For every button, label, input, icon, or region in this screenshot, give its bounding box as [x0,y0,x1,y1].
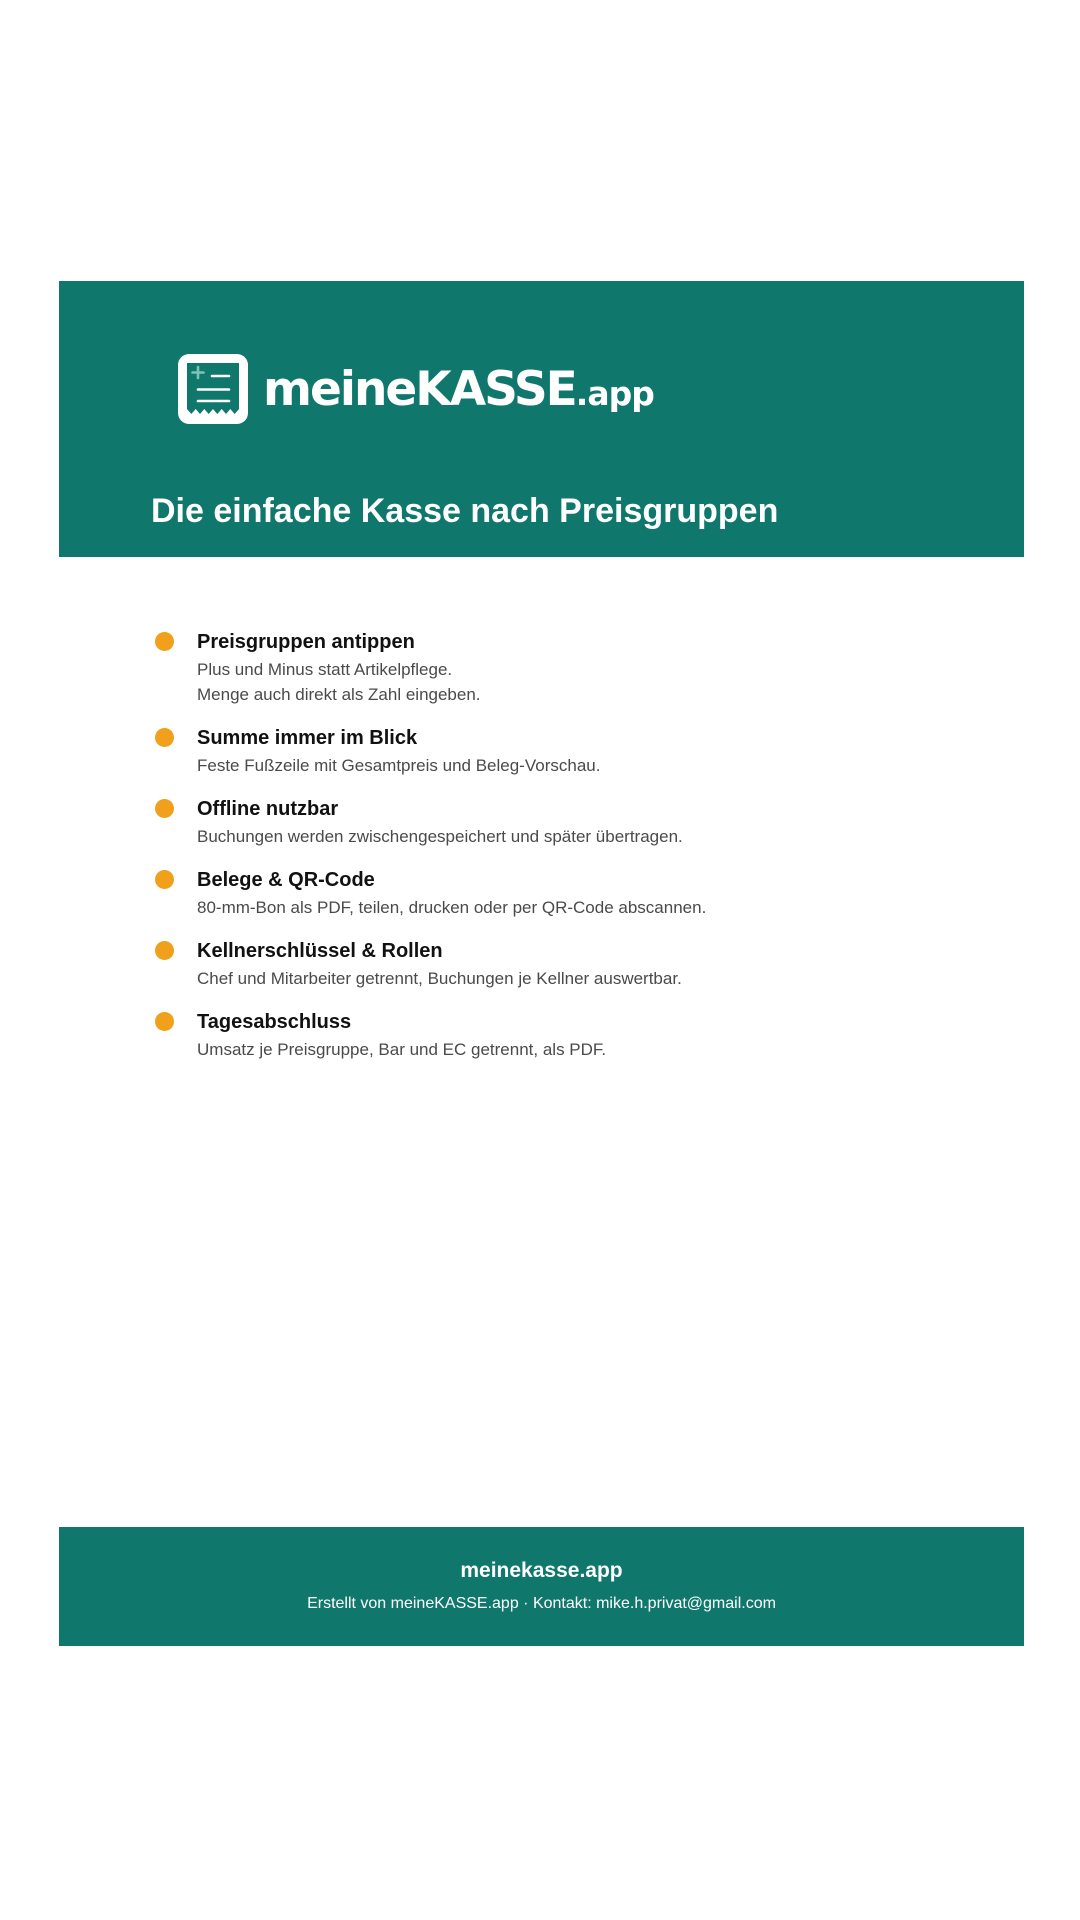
logo-main-text: meineKASSE [263,361,576,417]
bullet-dot-icon [155,799,174,818]
feature-item [154,631,974,707]
feature-item [154,869,974,920]
footer-title: meinekasse.app [460,1559,623,1582]
bullet-dot-icon [155,632,174,651]
feature-item [154,727,974,778]
feature-item [154,798,974,849]
feature-item [154,940,974,991]
feature-title: Offline nutzbar [197,798,339,820]
feature-description: Feste Fußzeile mit Gesamtpreis und Beleg-Vorschau. [197,756,601,775]
footer-banner [59,1527,1024,1646]
feature-description: 80-mm-Bon als PDF, teilen, drucken oder per QR-Code abscannen. [197,898,707,917]
logo-suffix-text: .app [575,373,654,413]
bullet-dot-icon [155,1012,174,1031]
footer-contact: Erstellt von meineKASSE.app · Kontakt: mike.h.privat@gmail.com [307,1595,776,1612]
feature-item [154,1011,974,1062]
feature-title: Belege & QR-Code [197,869,375,891]
logo-wordmark [263,361,654,417]
tagline: Die einfache Kasse nach Preisgruppen [151,492,779,530]
feature-description: Chef und Mitarbeiter getrennt, Buchungen je Kellner auswertbar. [197,969,682,988]
logo [178,354,654,424]
header-banner [59,281,1024,557]
feature-list [154,631,974,1082]
feature-description: Menge auch direkt als Zahl eingeben. [197,685,481,704]
feature-title: Kellnerschlüssel & Rollen [197,940,443,962]
bullet-dot-icon [155,870,174,889]
feature-description: Buchungen werden zwischengespeichert und später übertragen. [197,827,683,846]
feature-description: Plus und Minus statt Artikelpflege. [197,660,453,679]
feature-title: Summe immer im Blick [197,727,418,749]
feature-title: Preisgruppen antippen [197,631,415,653]
bullet-dot-icon [155,728,174,747]
receipt-icon [178,354,248,424]
feature-description: Umsatz je Preisgruppe, Bar und EC getrennt, als PDF. [197,1040,607,1059]
bullet-dot-icon [155,941,174,960]
feature-title: Tagesabschluss [197,1011,352,1033]
